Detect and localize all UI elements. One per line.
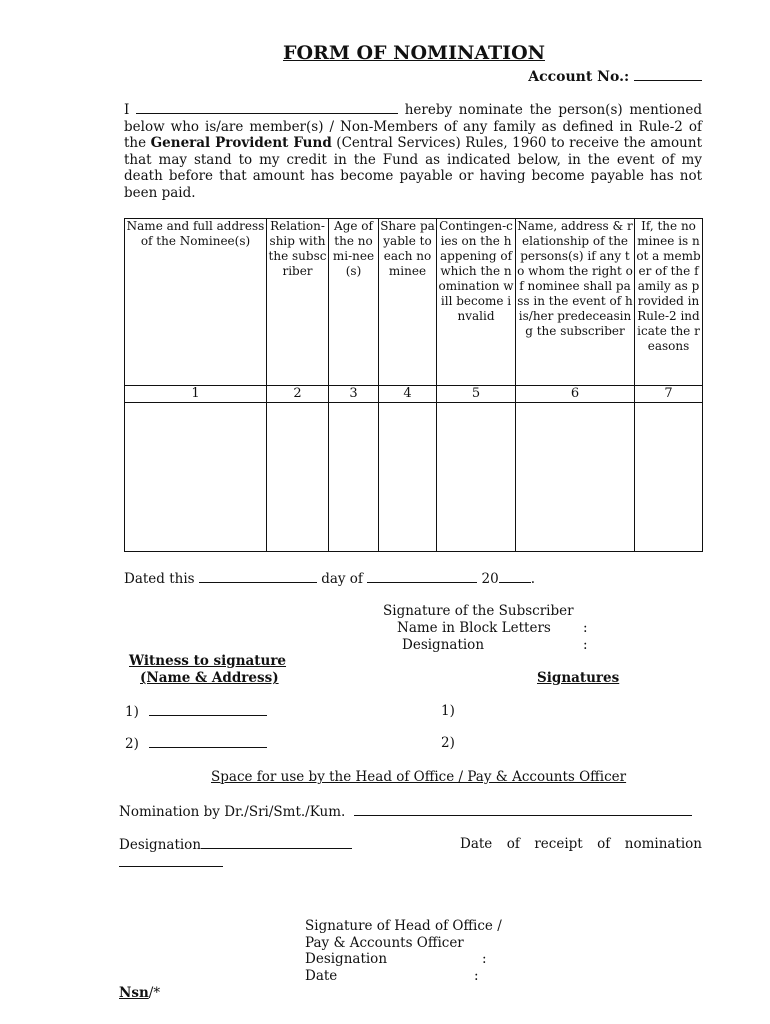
table-entry-row (125, 403, 703, 552)
receipt-date-blank[interactable] (119, 852, 223, 867)
entry-contingencies[interactable] (437, 403, 516, 552)
header-alternate: Name, address & relationship of the persons(s) if any to whom the right of nominee shall pass in the event of his/her predeceasing the subscriber (516, 219, 635, 386)
dated-label: Dated this (124, 571, 195, 587)
intro-prefix: I (124, 102, 130, 118)
nomination-by-line (119, 803, 702, 820)
account-label: Account No.: (528, 69, 630, 85)
witness-one (125, 703, 267, 720)
signature-one-number: 1) (441, 703, 455, 719)
col-number: 1 (125, 386, 267, 403)
subscriber-name-label: Name in Block Letters (397, 620, 551, 636)
witness-one-blank[interactable] (149, 703, 267, 716)
table-header-row (125, 219, 703, 386)
intro-text-b: (Central Services) Rules, 1960 to receive the amount that may stand to my credit in the Fund as indicated below, in the event of my death before that amount has become payable or having become payable has not been paid. (124, 135, 702, 201)
subscriber-name-colon: : (583, 620, 588, 636)
entry-alternate[interactable] (516, 403, 635, 552)
date-day-blank[interactable] (199, 570, 317, 583)
account-blank[interactable] (634, 66, 702, 81)
col-number: 7 (635, 386, 703, 403)
subscriber-designation-colon: : (583, 637, 588, 653)
col-number: 6 (516, 386, 635, 403)
entry-age[interactable] (329, 403, 379, 552)
witness-two (125, 735, 267, 752)
nomination-by-label: Nomination by Dr./Sri/Smt./Kum. (119, 804, 346, 820)
receipt-date-label: Date of receipt of nomination (460, 836, 702, 852)
hoo-signature-line1: Signature of Head of Office / (305, 918, 502, 934)
witness-one-number: 1) (125, 704, 139, 720)
table-number-row (125, 386, 703, 403)
witness-two-number: 2) (125, 736, 139, 752)
intro-fund-name: General Provident Fund (150, 135, 332, 152)
dated-day-of: day of (321, 571, 363, 587)
witness-heading: Witness to signature (129, 653, 287, 669)
nomination-by-blank[interactable] (354, 803, 692, 816)
nsn-label: Nsn (119, 985, 149, 1001)
dated-end: . (530, 571, 535, 587)
subscriber-designation-label: Designation (402, 637, 485, 653)
intro-paragraph (124, 101, 702, 202)
entry-share[interactable] (379, 403, 437, 552)
hoo-date-label: Date (305, 968, 338, 984)
header-nominee: Name and full address of the Nominee(s) (125, 219, 267, 386)
col-number: 4 (379, 386, 437, 403)
entry-nominee[interactable] (125, 403, 267, 552)
account-number (528, 66, 702, 85)
office-designation-blank[interactable] (201, 836, 352, 849)
form-title: FORM OF NOMINATION (283, 42, 545, 64)
hoo-designation-colon: : (482, 951, 487, 967)
header-share: Share payable to each nominee (379, 219, 437, 386)
entry-reasons[interactable] (635, 403, 703, 552)
col-number: 5 (437, 386, 516, 403)
footer-nsn (119, 985, 160, 1001)
hoo-date-colon: : (474, 968, 479, 984)
subscriber-name-blank[interactable] (136, 101, 398, 114)
witness-two-blank[interactable] (149, 735, 267, 748)
header-reasons: If, the nominee is not a member of the family as provided in Rule-2 indicate the reasons (635, 219, 703, 386)
header-relationship: Relation-ship with the subscriber (267, 219, 329, 386)
witness-subheading: (Name & Address) (140, 670, 279, 686)
col-number: 3 (329, 386, 379, 403)
hoo-signature-line2: Pay & Accounts Officer (305, 935, 464, 951)
nomination-table (124, 218, 703, 552)
signatures-heading: Signatures (537, 670, 620, 686)
intro-text-a: hereby nominate the person(s) mentioned below who is/are member(s) / Non-Members of any family as defined in Rule-2 of the (124, 102, 703, 152)
header-contingencies: Contingen-cies on the happening of which the nomination will become invalid (437, 219, 516, 386)
header-age: Age of the nomi-nee(s) (329, 219, 379, 386)
subscriber-signature: Signature of the Subscriber (383, 603, 574, 619)
entry-relationship[interactable] (267, 403, 329, 552)
col-number: 2 (267, 386, 329, 403)
nsn-suffix: /* (148, 985, 161, 1001)
dated-line (124, 570, 535, 587)
signature-two-number: 2) (441, 735, 455, 751)
office-use-heading: Space for use by the Head of Office / Pay & Accounts Officer (211, 769, 627, 785)
office-designation-label: Designation (119, 837, 202, 853)
date-year-blank[interactable] (499, 570, 531, 583)
hoo-designation-label: Designation (305, 951, 388, 967)
dated-year: 20 (481, 571, 499, 587)
office-designation-line (119, 836, 352, 853)
date-month-blank[interactable] (367, 570, 477, 583)
